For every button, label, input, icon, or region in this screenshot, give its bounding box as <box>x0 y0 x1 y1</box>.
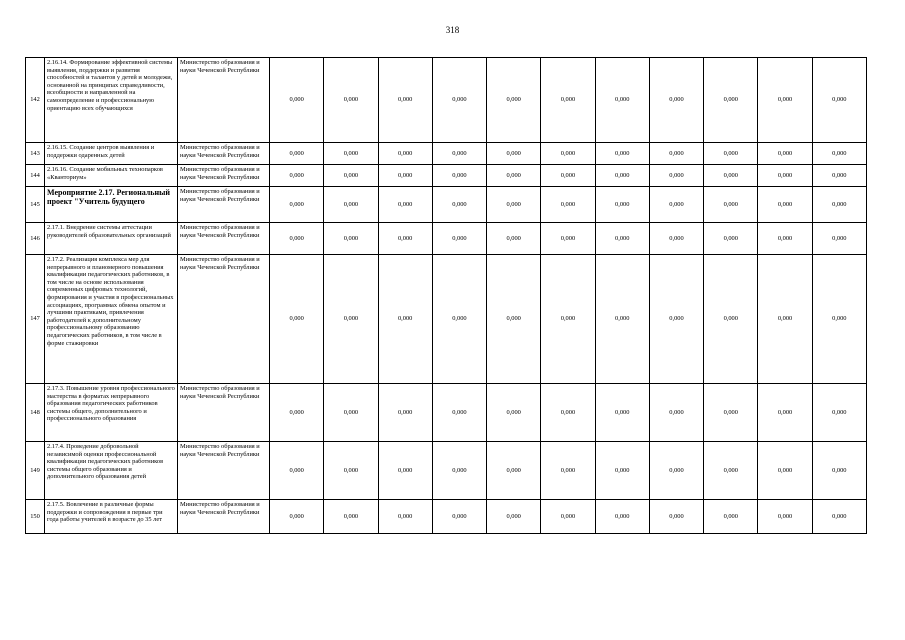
funding-value: 0,000 <box>378 143 432 165</box>
funding-value: 0,000 <box>541 255 595 384</box>
funding-value: 0,000 <box>541 58 595 143</box>
funding-value: 0,000 <box>704 223 758 255</box>
funding-value: 0,000 <box>704 165 758 187</box>
responsible-executor: Министерство образования и науки Чеченской Республики <box>178 255 270 384</box>
activity-description: 2.16.16. Создание мобильных технопарков «Кванториум» <box>45 165 178 187</box>
funding-value: 0,000 <box>812 58 866 143</box>
funding-value: 0,000 <box>704 143 758 165</box>
funding-value: 0,000 <box>704 187 758 223</box>
funding-value: 0,000 <box>487 165 541 187</box>
activity-description: Мероприятие 2.17. Региональный проект "Учитель будущего <box>45 187 178 223</box>
funding-value: 0,000 <box>758 384 812 442</box>
funding-value: 0,000 <box>541 384 595 442</box>
funding-value: 0,000 <box>324 500 378 534</box>
funding-value: 0,000 <box>704 442 758 500</box>
responsible-executor: Министерство образования и науки Чеченской Республики <box>178 143 270 165</box>
funding-value: 0,000 <box>432 500 486 534</box>
funding-value: 0,000 <box>541 223 595 255</box>
funding-value: 0,000 <box>758 58 812 143</box>
activity-description: 2.16.14. Формирование эффективной системы выявления, поддержки и развития способностей и талантов у детей и молодежи, основанной на принципах справедливости, всеобщности и направленной на самоопределение и профессиональную ориентацию всех обучающихся <box>45 58 178 143</box>
row-number: 142 <box>26 58 45 143</box>
table-row <box>26 143 867 165</box>
funding-value: 0,000 <box>324 223 378 255</box>
funding-value: 0,000 <box>270 187 324 223</box>
funding-value: 0,000 <box>270 165 324 187</box>
funding-value: 0,000 <box>324 58 378 143</box>
responsible-executor: Министерство образования и науки Чеченской Республики <box>178 384 270 442</box>
funding-value: 0,000 <box>270 442 324 500</box>
funding-value: 0,000 <box>812 384 866 442</box>
funding-value: 0,000 <box>270 223 324 255</box>
funding-value: 0,000 <box>704 384 758 442</box>
funding-value: 0,000 <box>487 255 541 384</box>
funding-value: 0,000 <box>649 255 703 384</box>
funding-value: 0,000 <box>541 187 595 223</box>
funding-value: 0,000 <box>649 442 703 500</box>
funding-value: 0,000 <box>595 384 649 442</box>
activity-description: 2.17.4. Проведение добровольной независимой оценки профессиональной квалификации педагогических работников системы общего образования и дополнительного образования детей <box>45 442 178 500</box>
funding-value: 0,000 <box>378 442 432 500</box>
funding-value: 0,000 <box>595 187 649 223</box>
funding-value: 0,000 <box>487 500 541 534</box>
funding-value: 0,000 <box>270 143 324 165</box>
funding-value: 0,000 <box>378 384 432 442</box>
funding-value: 0,000 <box>649 500 703 534</box>
funding-value: 0,000 <box>270 255 324 384</box>
funding-value: 0,000 <box>758 255 812 384</box>
funding-value: 0,000 <box>324 384 378 442</box>
funding-value: 0,000 <box>324 143 378 165</box>
funding-value: 0,000 <box>378 165 432 187</box>
funding-value: 0,000 <box>812 255 866 384</box>
funding-value: 0,000 <box>758 223 812 255</box>
funding-value: 0,000 <box>649 187 703 223</box>
funding-value: 0,000 <box>432 187 486 223</box>
table-row <box>26 500 867 534</box>
table-row <box>26 223 867 255</box>
funding-value: 0,000 <box>432 143 486 165</box>
budget-table <box>25 57 867 534</box>
funding-value: 0,000 <box>595 255 649 384</box>
funding-value: 0,000 <box>758 442 812 500</box>
funding-value: 0,000 <box>270 58 324 143</box>
funding-value: 0,000 <box>324 187 378 223</box>
funding-value: 0,000 <box>487 143 541 165</box>
table-row <box>26 255 867 384</box>
row-number: 144 <box>26 165 45 187</box>
funding-value: 0,000 <box>270 500 324 534</box>
funding-value: 0,000 <box>541 165 595 187</box>
responsible-executor: Министерство образования и науки Чеченской Республики <box>178 442 270 500</box>
row-number: 148 <box>26 384 45 442</box>
responsible-executor: Министерство образования и науки Чеченской Республики <box>178 500 270 534</box>
funding-value: 0,000 <box>812 187 866 223</box>
funding-value: 0,000 <box>812 143 866 165</box>
row-number: 145 <box>26 187 45 223</box>
row-number: 147 <box>26 255 45 384</box>
funding-value: 0,000 <box>758 500 812 534</box>
table-body <box>26 58 867 534</box>
funding-value: 0,000 <box>595 223 649 255</box>
page-number: 318 <box>445 25 460 35</box>
funding-value: 0,000 <box>758 187 812 223</box>
funding-value: 0,000 <box>649 165 703 187</box>
row-number: 149 <box>26 442 45 500</box>
funding-value: 0,000 <box>487 187 541 223</box>
activity-description: 2.16.15. Создание центров выявления и поддержки одаренных детей <box>45 143 178 165</box>
funding-value: 0,000 <box>595 500 649 534</box>
funding-value: 0,000 <box>378 500 432 534</box>
funding-value: 0,000 <box>541 500 595 534</box>
funding-value: 0,000 <box>324 442 378 500</box>
funding-value: 0,000 <box>595 143 649 165</box>
funding-value: 0,000 <box>487 384 541 442</box>
funding-value: 0,000 <box>704 500 758 534</box>
funding-value: 0,000 <box>378 223 432 255</box>
responsible-executor: Министерство образования и науки Чеченской Республики <box>178 187 270 223</box>
funding-value: 0,000 <box>649 223 703 255</box>
funding-value: 0,000 <box>649 384 703 442</box>
table-row <box>26 384 867 442</box>
funding-value: 0,000 <box>487 58 541 143</box>
funding-value: 0,000 <box>704 255 758 384</box>
funding-value: 0,000 <box>758 143 812 165</box>
funding-value: 0,000 <box>812 442 866 500</box>
activity-description: 2.17.5. Вовлечение в различные формы поддержки и сопровождения в первые три года работы учителей в возрасте до 35 лет <box>45 500 178 534</box>
responsible-executor: Министерство образования и науки Чеченской Республики <box>178 165 270 187</box>
responsible-executor: Министерство образования и науки Чеченской Республики <box>178 58 270 143</box>
row-number: 146 <box>26 223 45 255</box>
funding-value: 0,000 <box>487 223 541 255</box>
funding-value: 0,000 <box>324 255 378 384</box>
funding-value: 0,000 <box>649 58 703 143</box>
table-row <box>26 58 867 143</box>
funding-value: 0,000 <box>432 165 486 187</box>
table-row <box>26 165 867 187</box>
funding-value: 0,000 <box>541 143 595 165</box>
table-row <box>26 187 867 223</box>
funding-value: 0,000 <box>487 442 541 500</box>
funding-value: 0,000 <box>432 58 486 143</box>
funding-value: 0,000 <box>595 58 649 143</box>
responsible-executor: Министерство образования и науки Чеченской Республики <box>178 223 270 255</box>
funding-value: 0,000 <box>541 442 595 500</box>
funding-value: 0,000 <box>595 442 649 500</box>
funding-value: 0,000 <box>378 58 432 143</box>
row-number: 150 <box>26 500 45 534</box>
activity-description: 2.17.1. Внедрение системы аттестации руководителей образовательных организаций <box>45 223 178 255</box>
funding-value: 0,000 <box>432 384 486 442</box>
funding-value: 0,000 <box>432 442 486 500</box>
funding-value: 0,000 <box>324 165 378 187</box>
funding-value: 0,000 <box>649 143 703 165</box>
table-row <box>26 442 867 500</box>
funding-value: 0,000 <box>595 165 649 187</box>
row-number: 143 <box>26 143 45 165</box>
funding-value: 0,000 <box>704 58 758 143</box>
activity-description: 2.17.2. Реализация комплекса мер для непрерывного и планомерного повышения квалификации педагогических работников, в том числе на основе использования современных цифровых технологий, формирования и участия в профессиональных ассоциациях, программах обмена опытом и лучшими практиками, привлечения работодателей к дополнительному профессиональному образованию педагогических работников, в том числе в форме стажировки <box>45 255 178 384</box>
funding-value: 0,000 <box>812 500 866 534</box>
funding-value: 0,000 <box>432 255 486 384</box>
funding-value: 0,000 <box>758 165 812 187</box>
activity-description: 2.17.3. Повышение уровня профессионального мастерства в форматах непрерывного образования педагогических работников системы общего, дополнительного и профессионального образования <box>45 384 178 442</box>
funding-value: 0,000 <box>378 187 432 223</box>
funding-value: 0,000 <box>812 223 866 255</box>
funding-value: 0,000 <box>270 384 324 442</box>
funding-value: 0,000 <box>378 255 432 384</box>
funding-value: 0,000 <box>812 165 866 187</box>
funding-value: 0,000 <box>432 223 486 255</box>
